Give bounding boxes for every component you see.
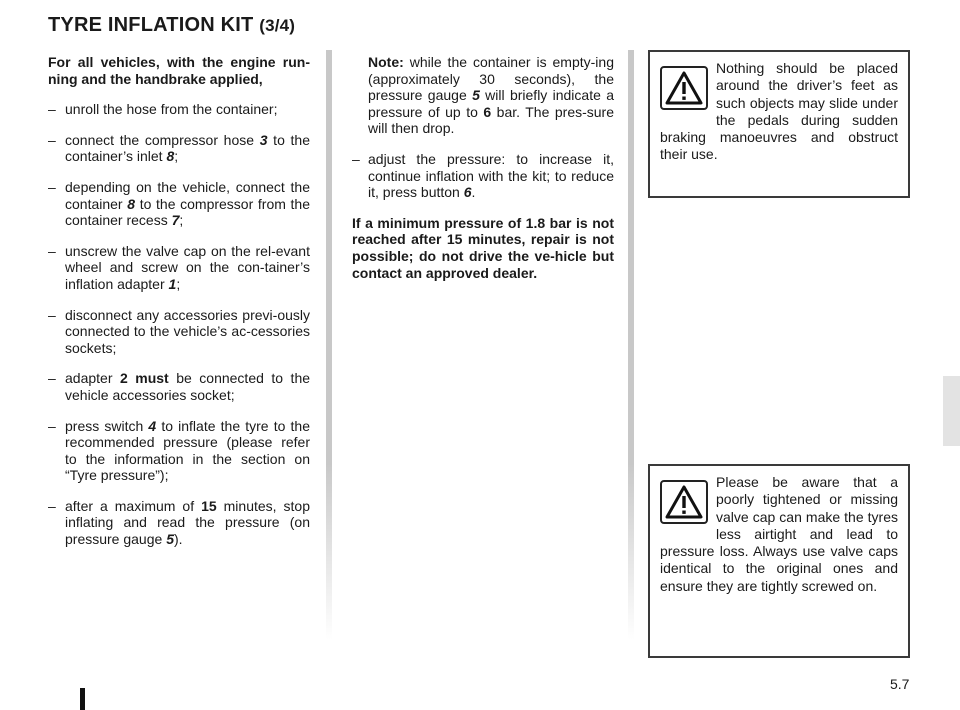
part-ref: 8	[127, 195, 136, 212]
column-divider-left	[326, 50, 332, 640]
step-text: to inflate the tyre to the recommended pressure (please refer to the information in the section on “Tyre pressure”);	[65, 417, 310, 484]
step-text: ;	[179, 212, 184, 229]
step-text: unroll the hose from the container;	[65, 101, 278, 118]
note-label: Note:	[368, 54, 404, 70]
page-title	[48, 14, 295, 37]
chapter-thumb-tab	[943, 376, 960, 446]
note-paragraph	[352, 54, 614, 137]
step-text: depending on the vehicle, connect the container	[65, 178, 310, 212]
dash-bullet: –	[48, 242, 56, 259]
step-text: to the compressor from the container recess	[65, 195, 311, 229]
note-text: while the container is empty-ing (approximately 30 seconds), the pressure gauge	[368, 54, 614, 104]
note-text: bar. The pres-sure will then drop.	[368, 103, 615, 137]
title-part-indicator: (3/4)	[259, 16, 296, 35]
dash-bullet: –	[48, 370, 56, 387]
part-ref: 6	[463, 184, 472, 201]
dash-bullet: –	[48, 497, 56, 514]
note-text: will briefly indicate a pressure of up to	[368, 87, 614, 120]
part-ref: 4	[148, 417, 157, 434]
title-text: TYRE INFLATION KIT	[48, 14, 254, 36]
step-text: adapter	[65, 370, 120, 387]
step-text: to the container’s inlet	[65, 131, 310, 165]
step-item	[48, 243, 310, 293]
instructions-column-1	[48, 54, 310, 562]
step-item	[48, 307, 310, 357]
warning-triangle-icon	[660, 66, 708, 110]
step-text: minutes, stop inflating and read the pressure (on pressure gauge	[65, 497, 310, 548]
part-ref: 3	[259, 131, 268, 148]
step-text: ;	[174, 148, 179, 165]
warning-text: Nothing should be placed around the driver’s feet as such objects may slide under the pedals during sudden braking manoeuvres and obstruct their use.	[660, 60, 898, 163]
step-text: adjust the pressure: to increase it, continue inflation with the kit; to reduce it, press button	[368, 150, 614, 201]
dash-bullet: –	[48, 101, 56, 118]
step-item	[352, 151, 614, 201]
dash-bullet: –	[48, 417, 56, 434]
step-item	[48, 418, 310, 484]
warning-triangle-icon	[660, 480, 708, 524]
dash-bullet: –	[352, 150, 360, 167]
step-item	[48, 179, 310, 229]
minimum-pressure-warning: If a minimum pressure of 1.8 bar is not reached after 15 minutes, repair is not possible; do not drive the ve-hicle but contact an approved dealer.	[352, 214, 614, 281]
step-text: unscrew the valve cap on the rel-evant wheel and screw on the con-tainer’s inflation adapter	[65, 242, 310, 292]
part-ref: 1	[168, 275, 177, 292]
step-text: ;	[176, 275, 181, 292]
instructions-column-2	[352, 54, 614, 295]
page-number: 5.7	[890, 676, 910, 692]
dash-bullet: –	[48, 131, 56, 148]
part-ref: 8	[166, 148, 175, 165]
part-ref: 5	[166, 531, 174, 548]
warning-box-valve-cap	[648, 464, 910, 658]
warning-text: Please be aware that a poorly tightened or missing valve cap can make the tyres less airtight and lead to pressure loss. Always use valve caps identical to the original ones and ensure they are tightly screwed on.	[660, 474, 898, 594]
step-text: ).	[173, 531, 183, 548]
step-text: connect the compressor hose	[65, 131, 260, 148]
step-item	[48, 498, 310, 548]
crop-mark	[80, 688, 85, 710]
part-ref: 2 must	[119, 370, 169, 387]
dash-bullet: –	[48, 306, 56, 323]
part-ref: 5	[472, 87, 480, 104]
step-item	[48, 132, 310, 165]
step-item	[48, 101, 310, 118]
part-ref: 7	[171, 212, 180, 229]
step-text: .	[471, 184, 476, 201]
time-value: 15	[201, 497, 217, 514]
step-item	[48, 370, 310, 403]
pressure-value: 6	[483, 103, 492, 120]
step-text: be connected to the vehicle accessories socket;	[65, 370, 311, 403]
step-text: press switch	[65, 417, 149, 434]
step-text: after a maximum of	[65, 497, 202, 514]
dash-bullet: –	[48, 178, 56, 195]
warning-box-pedals	[648, 50, 910, 198]
intro-text: For all vehicles, with the engine run-ning and the handbrake applied,	[48, 54, 310, 87]
step-text: disconnect any accessories previ-ously connected to the vehicle’s ac-cessories sockets;	[65, 306, 310, 356]
column-divider-right	[628, 50, 634, 640]
